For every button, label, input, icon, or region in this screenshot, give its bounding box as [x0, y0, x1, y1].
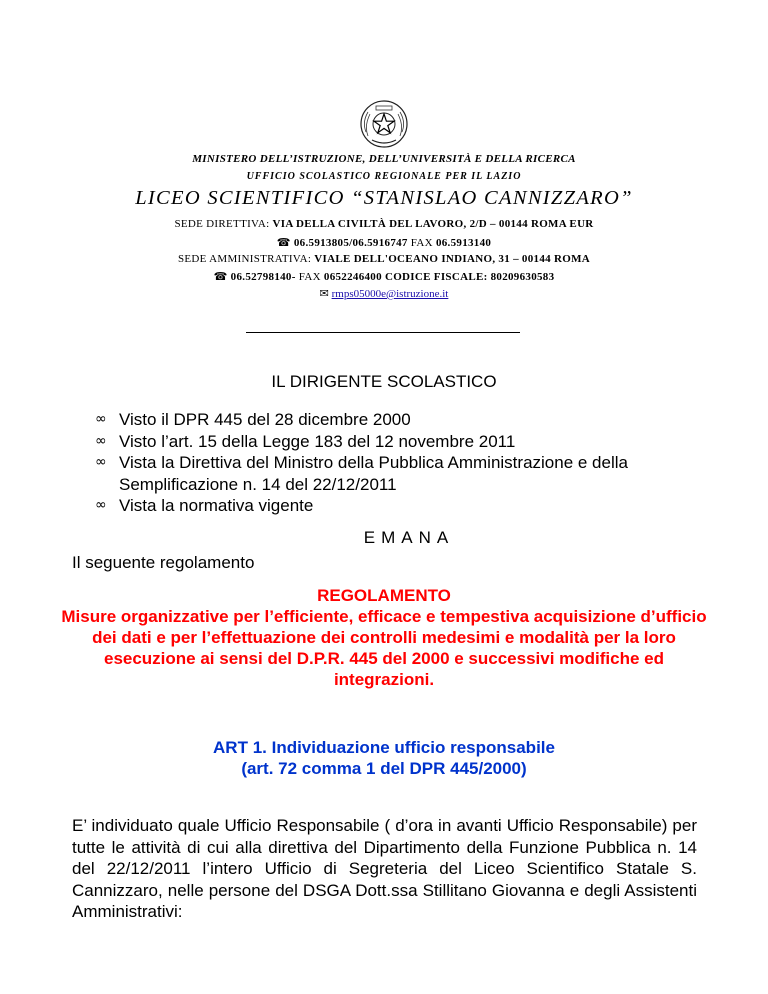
sede-amministrativa-address: VIALE DELL'OCEANO INDIANO, 31 – 00144 ROMA: [314, 253, 590, 265]
sede-direttiva-label: SEDE DIRETTIVA:: [174, 218, 270, 230]
italian-republic-emblem-icon: [358, 98, 410, 150]
intro-line: Il seguente regolamento: [72, 553, 255, 572]
infinity-bullet-icon: ∞: [95, 497, 107, 513]
list-item: ∞ Vista la Direttiva del Ministro della Pubblica Amministrazione e della Semplificazione n. 14 del 22/12/2011: [95, 453, 628, 494]
envelope-icon: ✉: [319, 287, 329, 300]
emana-heading: EMANA: [363, 528, 455, 547]
list-item: ∞ Visto l’art. 15 della Legge 183 del 12 novembre 2011: [95, 431, 516, 451]
article-1-body: E’ individuato quale Ufficio Responsabile ( d’ora in avanti Ufficio Responsabile) per tutte le attività di cui alla direttiva del Dipartimento della Funzione Pubblica n. 14 del 22/12/2011 l’intero Ufficio di Segreteria del Liceo Scientifico Statale S. Cannizzaro, nelle persone del DSGA Dott.ssa Stillitano Giovanna e degli Assistenti Amministrativi:: [72, 816, 697, 921]
regolamento-block: [0, 585, 768, 690]
phone-2: 06.52798140-: [230, 271, 296, 283]
telephone-icon: ☎: [213, 270, 228, 283]
sede-direttiva: [0, 218, 768, 230]
article-1-title: ART 1. Individuazione ufficio responsabile: [213, 738, 555, 757]
sede-amministrativa: [0, 253, 768, 265]
premises-list: [95, 409, 715, 517]
contact-line-1: [0, 236, 768, 249]
regional-office: UFFICIO SCOLASTICO REGIONALE PER IL LAZIO: [246, 171, 522, 182]
header-separator: [246, 332, 520, 333]
list-item: ∞ Vista la normativa vigente: [95, 496, 314, 515]
email-line: [0, 287, 768, 300]
infinity-bullet-icon: ∞: [95, 411, 107, 427]
infinity-bullet-icon: ∞: [95, 454, 107, 470]
article-1-heading: [0, 737, 768, 779]
infinity-bullet-icon: ∞: [95, 432, 107, 449]
fax-1-label: FAX: [410, 237, 433, 249]
telephone-icon: ☎: [276, 236, 291, 249]
fax-2-label: FAX: [298, 271, 321, 283]
contact-line-2: [0, 270, 768, 283]
school-name: LICEO SCIENTIFICO “STANISLAO CANNIZZARO”: [135, 187, 633, 209]
list-item: ∞ Visto il DPR 445 del 28 dicembre 2000: [95, 410, 411, 429]
regolamento-subtitle: Misure organizzative per l’efficiente, efficace e tempestiva acquisizione d’ufficio dei dati e per l’effettuazione dei controlli medesimi e modalità per la loro esecuzione ai sensi del D.P.R. 445 del 2000 e successivi modifiche ed integrazioni.: [61, 607, 707, 689]
sede-amministrativa-label: SEDE AMMINISTRATIVA:: [178, 253, 312, 265]
email-link[interactable]: rmps05000e@istruzione.it: [331, 288, 449, 300]
regolamento-title: REGOLAMENTO: [317, 586, 451, 605]
document-title: IL DIRIGENTE SCOLASTICO: [271, 372, 497, 391]
fax-1: 06.5913140: [435, 237, 492, 249]
ministry-name: MINISTERO DELL’ISTRUZIONE, DELL’UNIVERSITÀ E DELLA RICERCA: [192, 153, 576, 165]
article-1-subtitle: (art. 72 comma 1 del DPR 445/2000): [241, 759, 527, 778]
fax-2-and-codice-fiscale: 0652246400 CODICE FISCALE: 80209630583: [323, 271, 555, 283]
sede-direttiva-address: VIA DELLA CIVILTÀ DEL LAVORO, 2/D – 00144 ROMA EUR: [272, 218, 594, 230]
phone-1: 06.5913805/06.5916747: [293, 237, 408, 249]
